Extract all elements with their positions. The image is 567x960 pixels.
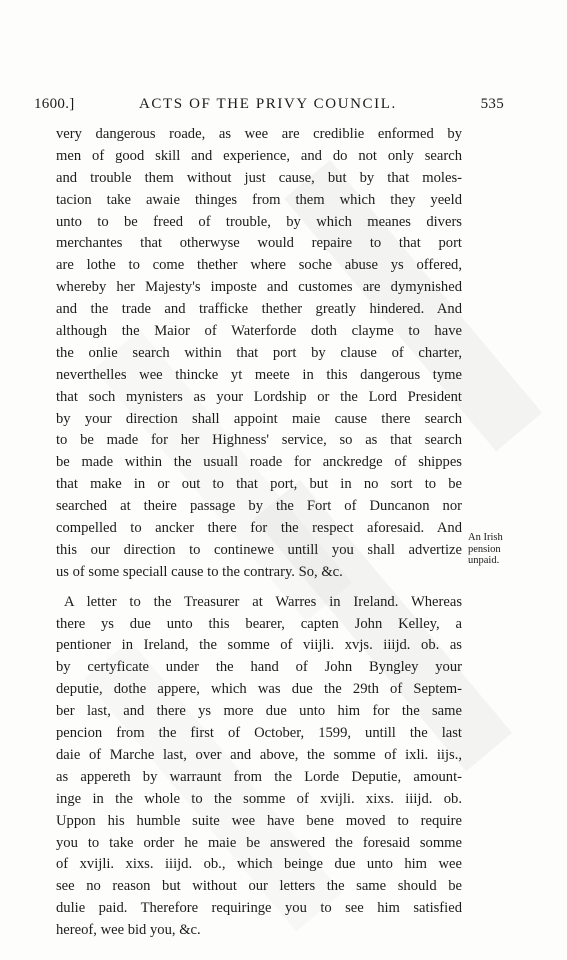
paragraph-2 [56, 592, 462, 942]
text-line: that make in or out to that port, but in no sort to be [56, 476, 462, 493]
text-line: A letter to the Treasurer at Warres in Ireland. Whereas [64, 593, 462, 610]
text-line: this our direction to continewe untill you shall advertize [56, 541, 462, 558]
margin-note-line: pension [468, 543, 501, 555]
text-line: tacion take awaie thinges from them which they yeeld [56, 191, 462, 208]
text-line: compelled to ancker there for the respect aforesaid. And [56, 520, 462, 537]
text-line: to be made for her Highness' service, so as that search [56, 432, 462, 449]
text-line: see no reason but without our letters the same should be [56, 878, 462, 895]
header-title: ACTS OF THE PRIVY COUNCIL. [139, 96, 397, 112]
text-line: us of some speciall cause to the contrary. So, &c. [56, 563, 343, 580]
margin-note-line: unpaid. [468, 555, 500, 566]
text-line: ber last, and there ys more due unto him for the same [56, 703, 462, 720]
text-line: pentioner in Ireland, the somme of viijli. xvjs. iiijd. ob. as [56, 637, 462, 654]
text-line: as appereth by warraunt from the Lorde Deputie, amount- [56, 768, 462, 785]
text-line: hereof, wee bid you, &c. [56, 922, 201, 939]
text-line: neverthelles wee thincke yt meete in this dangerous tyme [56, 366, 462, 383]
text-line: there ys due unto this bearer, capten John Kelley, a [56, 615, 462, 632]
text-line: and the trade and trafficke thether greatly hindered. And [56, 301, 462, 318]
margin-note [468, 532, 528, 567]
text-line: although the Maior of Waterforde doth clayme to have [56, 323, 462, 340]
text-line: dulie paid. Therefore requiringe you to see him satisfied [56, 900, 462, 917]
text-line: deputie, dothe appere, which was due the 29th of Septem- [56, 681, 462, 698]
text-line: that soch mynisters as your Lordship or the Lord President [56, 388, 462, 405]
text-line: you to take order he maie be answered the foresaid somme [56, 834, 462, 851]
text-line: are lothe to come thether where soche abuse ys offered, [56, 257, 462, 274]
text-line: daie of Marche last, over and above, the somme of ixli. iijs., [56, 746, 462, 763]
text-line: by your direction shall appoint maie cause there search [56, 410, 462, 427]
text-line: searched at theire passage by the Fort of Duncanon nor [56, 498, 462, 515]
text-line: be made within the usuall roade for anckredge of shippes [56, 454, 462, 471]
text-line: whereby her Majesty's imposte and customes are dymynished [56, 279, 462, 296]
margin-note-line: An Irish [468, 532, 503, 543]
text-line: and trouble them without just cause, but by that moles- [56, 169, 462, 186]
text-line: men of good skill and experience, and do not only search [56, 147, 462, 164]
text-line: Uppon his humble suite wee have bene moved to require [56, 812, 462, 829]
text-line: merchantes that otherwyse would repaire to that port [56, 235, 462, 252]
text-line: inge in the whole to the somme of xvijli. xixs. iiijd. ob. [56, 790, 462, 807]
paragraph-1 [56, 124, 462, 584]
header-year: 1600.] [34, 96, 75, 112]
body-text [56, 124, 462, 942]
text-line: very dangerous roade, as wee are crediblie enformed by [56, 126, 462, 142]
text-line: unto to be freed of trouble, by which meanes divers [56, 213, 462, 230]
text-line: pencion from the first of October, 1599, untill the last [56, 725, 462, 742]
page-number: 535 [480, 96, 504, 112]
text-line: the onlie search within that port by clause of charter, [56, 344, 462, 361]
running-header [34, 96, 504, 116]
text-line: of xvijli. xixs. iiijd. ob., which beinge due unto him wee [56, 856, 462, 873]
text-line: by certyficate under the hand of John Byngley your [56, 659, 462, 676]
